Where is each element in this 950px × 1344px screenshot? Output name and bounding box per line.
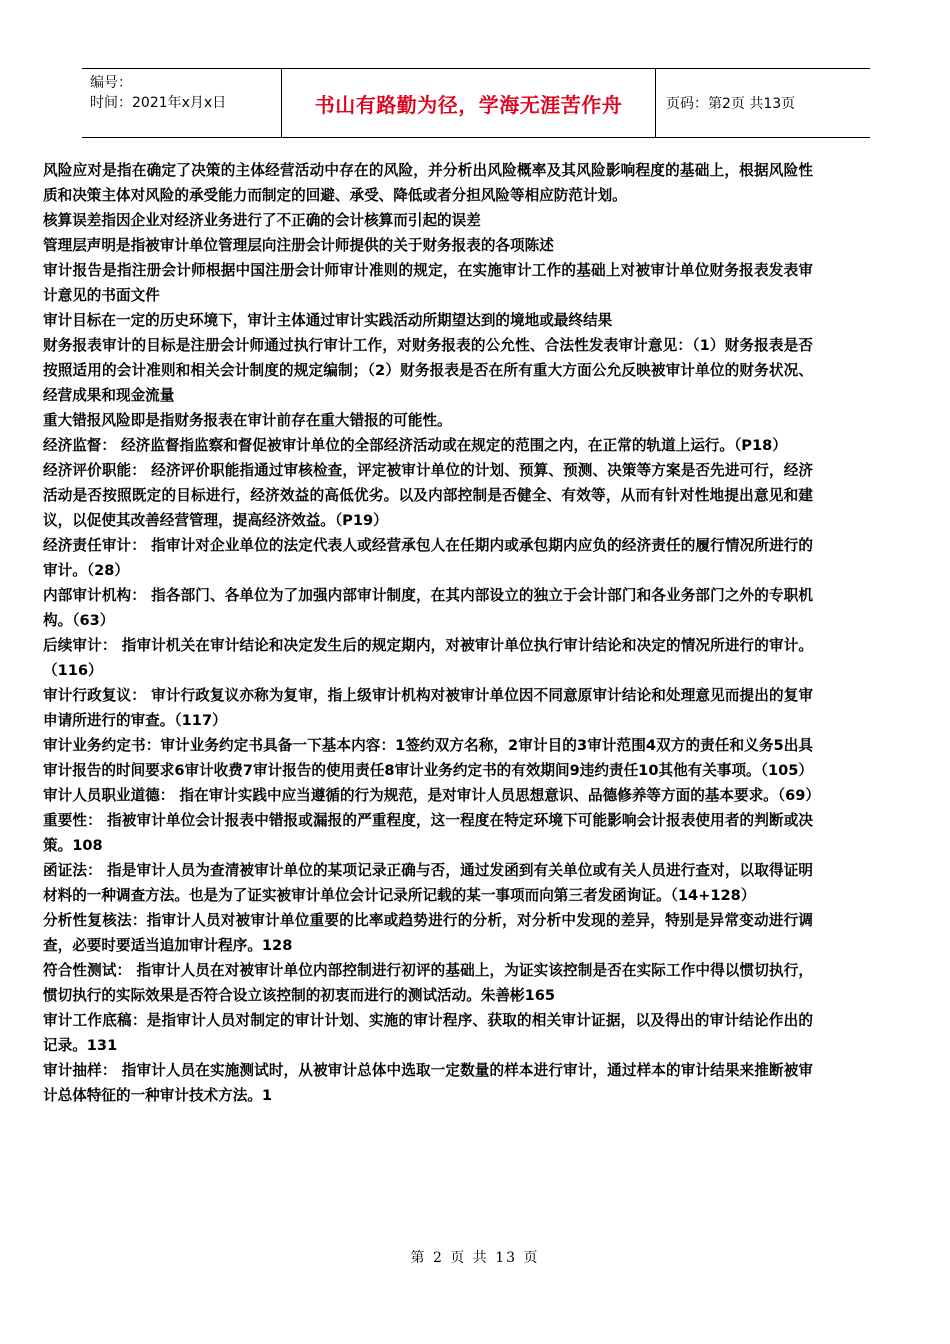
paragraph-analytical-review: 分析性复核法：指审计人员对被审计单位重要的比率或趋势进行的分析，对分析中发现的差异，特别是异常变动进行调查，必要时要适当追加审计程序。128 [43,912,813,954]
paragraph-follow-up-audit: 后续审计： 指审计机关在审计结论和决定发生后的规定期内，对被审计单位执行审计结论和决定的情况所进行的审计。（116） [43,637,813,679]
header-motto: 书山有路勤为径，学海无涯苦作舟 [282,69,656,137]
header-page-info: 页码：第2页 共13页 [666,96,796,112]
paragraph-financial-statement-audit: 财务报表审计的目标是注册会计师通过执行审计工作，对财务报表的公允性、合法性发表审计意见：（1）财务报表是否按照适用的会计准则和相关会计制度的规定编制；（2）财务报表是否在所有重大方面公允反映被审计单位的财务状况、经营成果和现金流量 [43,337,813,404]
paragraph-economic-supervision: 经济监督： 经济监督指监察和督促被审计单位的全部经济活动或在规定的范围之内，在正常的轨道上运行。（P18） [43,437,787,454]
paragraph-materiality: 重要性： 指被审计单位会计报表中错报或漏报的严重程度，这一程度在特定环境下可能影响会计报表使用者的判断或决策。108 [43,812,813,854]
paragraph-working-papers: 审计工作底稿：是指审计人员对制定的审计计划、实施的审计程序、获取的相关审计证据，以及得出的审计结论作出的记录。131 [43,1012,813,1054]
paragraph-audit-objective: 审计目标在一定的历史环境下，审计主体通过审计实践活动所期望达到的境地或最终结果 [43,312,613,329]
page-footer: 第 2 页 共 13 页 [410,1250,540,1266]
date-label: 时间：2021年x月x日 [90,95,227,111]
paragraph-professional-ethics: 审计人员职业道德： 指在审计实践中应当遵循的行为规范，是对审计人员思想意识、品德修养等方面的基本要求。（69） [43,787,820,804]
paragraph-confirmation: 函证法： 指是审计人员为查清被审计单位的某项记录正确与否，通过发函到有关单位或有关人员进行查对，以取得证明材料的一种调查方法。也是为了证实被审计单位会计记录所记载的某一事项而向第三者发函询证。（14+128） [43,862,813,904]
paragraph-audit-sampling: 审计抽样： 指审计人员在实施测试时，从被审计总体中选取一定数量的样本进行审计，通过样本的审计结果来推断被审计总体特征的一种审计技术方法。1 [43,1062,813,1104]
paragraph-management-representation: 管理层声明是指被审计单位管理层向注册会计师提供的关于财务报表的各项陈述 [43,237,554,254]
paragraph-accounting-error: 核算误差指因企业对经济业务进行了不正确的会计核算而引起的误差 [43,212,481,229]
number-label: 编号： [90,75,132,91]
page-header [82,68,870,138]
document-body [43,158,820,1108]
paragraph-engagement-letter: 审计业务约定书：审计业务约定书具备一下基本内容：1签约双方名称，2审计目的3审计范围4双方的责任和义务5出具审计报告的时间要求6审计收费7审计报告的使用责任8审计业务约定书的有效期间9违约责任10其他有关事项。（105） [43,737,813,779]
paragraph-audit-report: 审计报告是指注册会计师根据中国注册会计师审计准则的规定，在实施审计工作的基础上对被审计单位财务报表发表审计意见的书面文件 [43,262,813,304]
paragraph-internal-audit-institution: 内部审计机构： 指各部门、各单位为了加强内部审计制度，在其内部设立的独立于会计部门和各业务部门之外的专职机构。（63） [43,587,813,629]
paragraph-economic-evaluation: 经济评价职能： 经济评价职能指通过审核检查，评定被审计单位的计划、预算、预测、决策等方案是否先进可行，经济活动是否按照既定的目标进行，经济效益的高低优劣。以及内部控制是否健全、有效等，从而有针对性地提出意见和建议，以促使其改善经营管理，提高经济效益。（P19） [43,462,813,529]
paragraph-economic-responsibility-audit: 经济责任审计： 指审计对企业单位的法定代表人或经营承包人在任期内或承包期内应负的经济责任的履行情况所进行的审计。（28） [43,537,813,579]
paragraph-risk-response: 风险应对是指在确定了决策的主体经营活动中存在的风险，并分析出风险概率及其风险影响程度的基础上，根据风险性质和决策主体对风险的承受能力而制定的回避、承受、降低或者分担风险等相应防范计划。 [43,162,813,204]
paragraph-material-misstatement-risk: 重大错报风险即是指财务报表在审计前存在重大错报的可能性。 [43,412,452,429]
paragraph-administrative-review: 审计行政复议： 审计行政复议亦称为复审，指上级审计机构对被审计单位因不同意原审计结论和处理意见而提出的复审申请所进行的审查。（117） [43,687,813,729]
paragraph-compliance-test: 符合性测试： 指审计人员在对被审计单位内部控制进行初评的基础上，为证实该控制是否在实际工作中得以惯切执行，惯切执行的实际效果是否符合设立该控制的初衷而进行的测试活动。朱善彬165 [43,962,813,1004]
header-meta [82,69,282,137]
